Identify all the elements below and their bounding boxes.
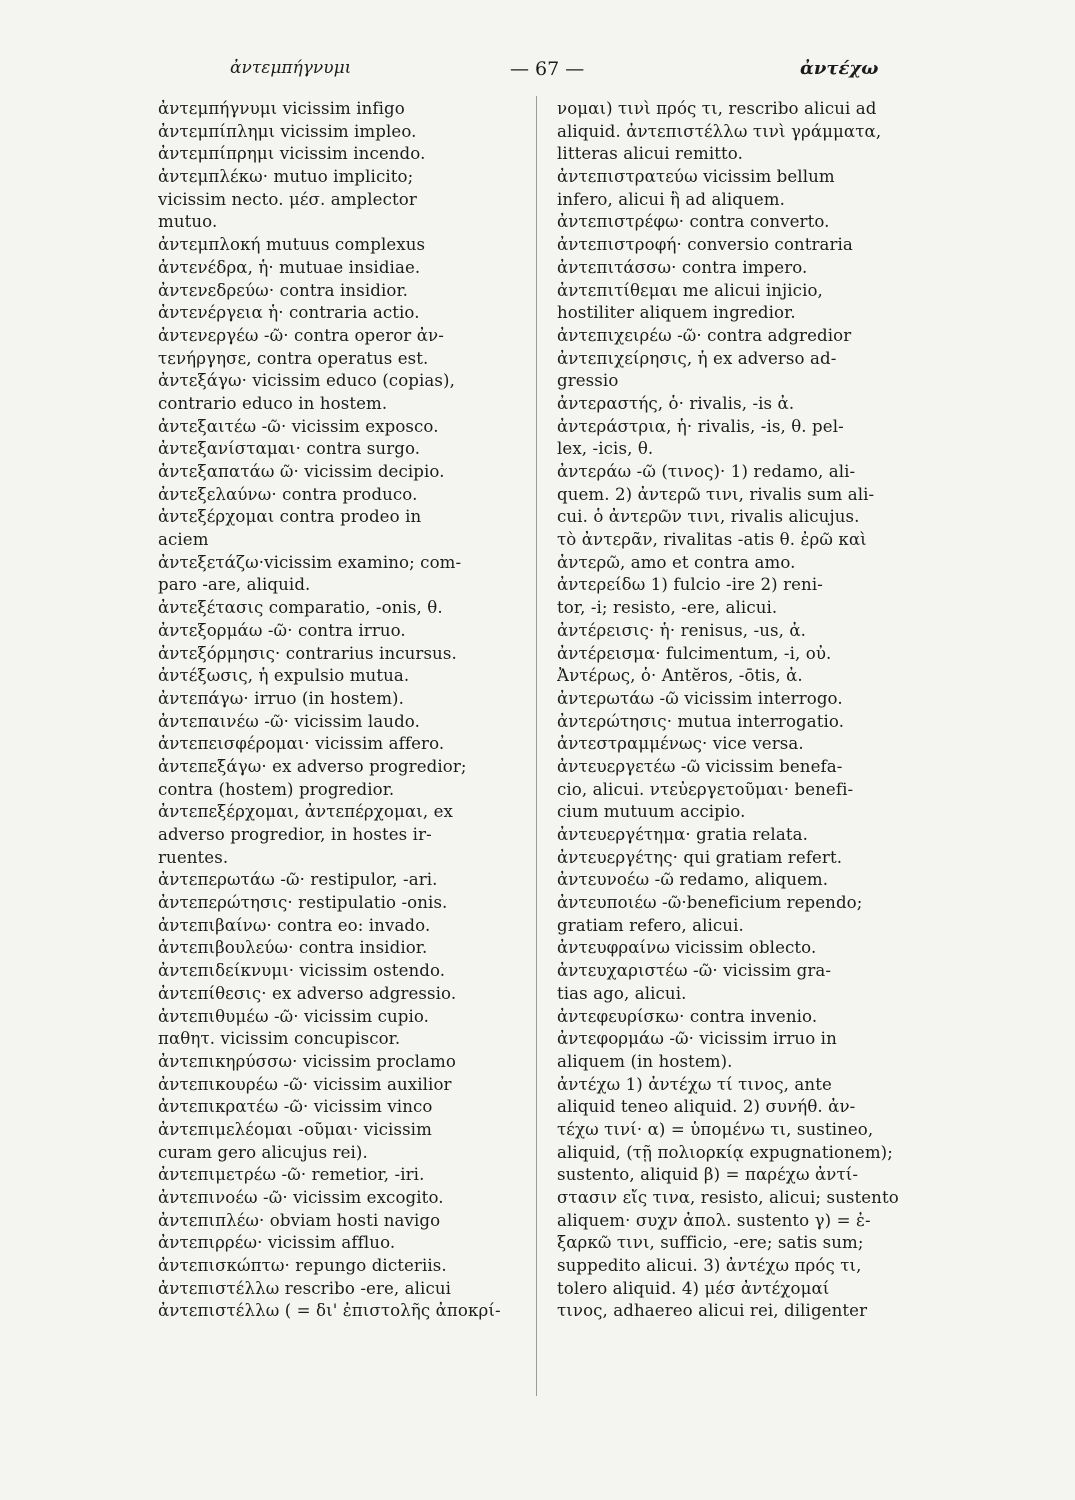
text-line: gressio	[557, 371, 619, 391]
text-line: ἀντεπινοέω -ῶ· vicissim excogito.	[158, 1188, 444, 1207]
text-line: ἀντενεδρεύω· contra insidior.	[158, 280, 409, 300]
text-line: sustento, aliquid β) = παρέχω ἀντί-	[557, 1165, 859, 1185]
text-line: aliquid teneo aliquid. 2) συνήθ. ἀν-	[557, 1097, 856, 1117]
text-line: cui. ὁ ἀντερῶν τινι, rivalis alicujus.	[557, 507, 860, 527]
text-line: ἀντεξαιτέω -ῶ· vicissim exposco.	[158, 416, 439, 436]
text-line: ruentes.	[158, 847, 229, 867]
text-line: ἀντευεργέτημα· gratia relata.	[557, 825, 808, 844]
text-line: ἀντεπιτάσσω· contra impero.	[557, 257, 808, 277]
text-line: ἀντεπιπλέω· obviam hosti navigo	[158, 1210, 441, 1230]
text-line: τέχω τινί· α) = ὑπομένω τι, sustineo,	[557, 1119, 874, 1139]
text-line: curam gero alicujus rei).	[158, 1142, 368, 1162]
text-line: ἀντεπιστρέφω· contra converto.	[557, 212, 830, 232]
text-line: ἀντευνοέω -ῶ redamo, aliquem.	[557, 870, 829, 890]
text-line: aliquid. ἀντεπιστέλλω τινὶ γράμματα,	[557, 121, 882, 141]
text-line: gratiam refero, alicui.	[557, 915, 744, 935]
text-line: ἀντεπιβαίνω· contra eo: invado.	[158, 915, 431, 935]
text-line: tolero aliquid. 4) μέσ ἀντέχομαί	[557, 1278, 830, 1298]
text-line: ἀντεπιστέλλω ( = δι' ἐπιστολῆς ἀποκρί-	[158, 1301, 501, 1321]
text-line: ἀντεμπίπλημι vicissim impleo.	[158, 121, 417, 141]
text-line: ἀντεπιρρέω· vicissim affluo.	[158, 1233, 396, 1253]
text-line: ἀντεπεξέρχομαι, ἀντεπέρχομαι, ex	[158, 802, 453, 822]
text-line: contra (hostem) progredior.	[158, 779, 395, 799]
text-line: ἀντεξέτασις comparatio, -onis, θ.	[158, 598, 443, 618]
text-line: cium mutuum accipio.	[557, 802, 746, 822]
text-line: ἀντεράω -ῶ (τινος)· 1) redamo, ali-	[557, 462, 856, 481]
text-line: ἀντεμπήγνυμι vicissim infigo	[158, 99, 405, 118]
text-line: τινος, adhaereo alicui rei, diligenter	[557, 1301, 868, 1321]
text-line: aliquid, (τῇ πολιορκίᾳ expugnationem);	[557, 1142, 893, 1162]
text-line: ἀντεπεισφέρομαι· vicissim affero.	[158, 734, 445, 754]
text-line: aliquem· συχν ἀπολ. sustento γ) = ἐ-	[557, 1210, 871, 1230]
header-right-word: ἀντέχω	[800, 58, 879, 79]
text-line: hostiliter aliquem ingredior.	[557, 303, 796, 323]
text-line: ἀντευχαριστέω -ῶ· vicissim gra-	[557, 961, 832, 981]
text-line: ἀντεπικηρύσσω· vicissim proclamo	[158, 1051, 456, 1071]
text-line: ἀντευεργετέω -ῶ vicissim benefa-	[557, 756, 843, 776]
text-line: ἀντερώτησις· mutua interrogatio.	[557, 711, 845, 731]
text-line: ἀντεράστρια, ἡ· rivalis, -is, θ. pel-	[557, 416, 844, 436]
text-line: cio, alicui. ντεὐεργετοῦμαι· benefi-	[557, 779, 854, 799]
text-line: ἀντεμπλέκω· mutuo implicito;	[158, 167, 414, 187]
text-line: vicissim necto. μέσ. amplector	[158, 189, 417, 209]
text-line: contrario educo in hostem.	[158, 393, 388, 413]
text-line: ἀντεπιχείρησις, ἡ ex adverso ad-	[557, 348, 837, 368]
text-line: ἀντεπιστροφή· conversio contraria	[557, 235, 853, 255]
text-line: suppedito alicui. 3) ἀντέχω πρός τι,	[557, 1256, 862, 1276]
text-line: Ἀντέρως, ὁ· Antĕros, -ōtis, ἀ.	[557, 666, 803, 686]
text-line: ἀντέχω 1) ἀντέχω τί τινος, ante	[557, 1074, 832, 1094]
text-line: ἀντεπαινέω -ῶ· vicissim laudo.	[158, 711, 420, 731]
text-line: tias ago, alicui.	[557, 983, 687, 1003]
text-line: ἀντεξέρχομαι contra prodeo in	[158, 507, 422, 527]
text-line: ἀντεπιστέλλω rescribo -ere, alicui	[158, 1278, 452, 1298]
text-line: ἀντεπικουρέω -ῶ· vicissim auxilior	[158, 1074, 452, 1094]
text-line: στασιν εἴς τινα, resisto, alicui; sustento	[557, 1188, 899, 1207]
text-line: ἀντενεργέω -ῶ· contra operor ἀν-	[158, 325, 444, 345]
page-header	[150, 58, 950, 88]
text-line: infero, alicui ἢ ad aliquem.	[557, 189, 785, 209]
text-line: τενήργησε, contra operatus est.	[158, 348, 429, 368]
text-line: ἀντεξάγω· vicissim educo (copias),	[158, 371, 455, 391]
text-line: ἀντεξελαύνω· contra produco.	[158, 484, 418, 504]
text-line: quem. 2) ἀντερῶ τινι, rivalis sum ali-	[557, 484, 875, 504]
text-line: ἀντεπιτίθεμαι me alicui injicio,	[557, 280, 823, 300]
header-left-word: ἀντεμπήγνυμι	[230, 58, 352, 78]
text-line: ἀντεπερωτάω -ῶ· restipulor, -ari.	[158, 870, 438, 890]
text-line: ἀντεξαπατάω ῶ· vicissim decipio.	[158, 462, 445, 481]
text-line: ἀντευποιέω -ῶ·beneficium rependo;	[557, 893, 863, 913]
text-line: ἀντεξόρμησις· contrarius incursus.	[158, 643, 457, 663]
text-line: ἀντεπιθυμέω -ῶ· vicissim cupio.	[158, 1006, 430, 1026]
text-line: ἀντερῶ, amo et contra amo.	[557, 552, 796, 572]
text-line: litteras alicui remitto.	[557, 144, 743, 164]
left-column	[158, 98, 518, 1323]
text-line: ἀντεραστής, ὁ· rivalis, -is ἀ.	[557, 393, 795, 413]
text-line: ἀντερείδω 1) fulcio -ire 2) reni-	[557, 575, 823, 595]
page-number: — 67 —	[510, 58, 585, 80]
text-line: ἀντεφευρίσκω· contra invenio.	[557, 1006, 818, 1026]
text-line: aciem	[158, 530, 209, 550]
text-line: paro -are, aliquid.	[158, 575, 311, 595]
text-line: ἀντεπιμελέομαι -οῦμαι· vicissim	[158, 1119, 432, 1139]
text-line: ἀντεπιβουλεύω· contra insidior.	[158, 938, 428, 958]
text-line: mutuo.	[158, 212, 218, 232]
text-line: ἀντεξορμάω -ῶ· contra irruo.	[158, 620, 406, 640]
text-line: adverso progredior, in hostes ir-	[158, 825, 432, 844]
text-line: ἀντέρεισις· ἡ· renisus, -us, ἀ.	[557, 620, 807, 640]
text-line: ἀντεπάγω· irruo (in hostem).	[158, 688, 405, 708]
text-line: ἀντεμπλοκή mutuus complexus	[158, 235, 426, 255]
text-line: ἀντευφραίνω vicissim oblecto.	[557, 938, 817, 958]
text-line: ἀντεξετάζω·vicissim examino; com-	[158, 552, 462, 572]
text-line: ἀντερωτάω -ῶ vicissim interrogo.	[557, 688, 843, 708]
text-line: ἀντέξωσις, ἡ expulsio mutua.	[158, 666, 410, 686]
text-line: ἀντεπιδείκνυμι· vicissim ostendo.	[158, 961, 446, 981]
text-line: ἀντεπιμετρέω -ῶ· remetior, -iri.	[158, 1165, 425, 1185]
text-line: lex, -icis, θ.	[557, 439, 654, 459]
text-line: ἀντεμπίπρημι vicissim incendo.	[158, 144, 426, 164]
column-divider	[536, 96, 537, 1396]
text-line: ἀντεπικρατέω -ῶ· vicissim vinco	[158, 1097, 433, 1117]
text-line: ἀντευεργέτης· qui gratiam refert.	[557, 847, 843, 867]
text-line: ἀντεπίθεσις· ex adverso adgressio.	[158, 983, 457, 1003]
text-line: ἀντεξανίσταμαι· contra surgo.	[158, 439, 421, 459]
text-line: νομαι) τινὶ πρός τι, rescribo alicui ad	[557, 99, 877, 118]
text-line: aliquem (in hostem).	[557, 1051, 733, 1071]
text-line: ἀντεπιστρατεύω vicissim bellum	[557, 167, 835, 187]
text-line: παθητ. vicissim concupiscor.	[158, 1029, 401, 1049]
text-line: ἀντεπεξάγω· ex adverso progredior;	[158, 756, 467, 776]
text-line: ἀντεπιχειρέω -ῶ· contra adgredior	[557, 325, 852, 345]
right-column	[557, 98, 949, 1323]
text-line: ἀντεφορμάω -ῶ· vicissim irruo in	[557, 1029, 837, 1049]
text-line: ἀντεστραμμένως· vice versa.	[557, 734, 804, 754]
text-line: ἀντενέδρα, ἡ· mutuae insidiae.	[158, 257, 421, 277]
text-line: ἀντεπισκώπτω· repungo dicteriis.	[158, 1256, 447, 1276]
text-line: ἀντεπερώτησις· restipulatio -onis.	[158, 893, 448, 913]
text-line: ἀντέρεισμα· fulcimentum, -i, οὐ.	[557, 643, 832, 663]
text-line: tor, -i; resisto, -ere, alicui.	[557, 598, 778, 618]
text-line: ξαρκῶ τινι, sufficio, -ere; satis sum;	[557, 1233, 864, 1253]
text-line: ἀντενέργεια ἡ· contraria actio.	[158, 303, 420, 323]
text-line: τὸ ἀντερᾶν, rivalitas -atis θ. ἐρῶ καὶ	[557, 530, 867, 550]
